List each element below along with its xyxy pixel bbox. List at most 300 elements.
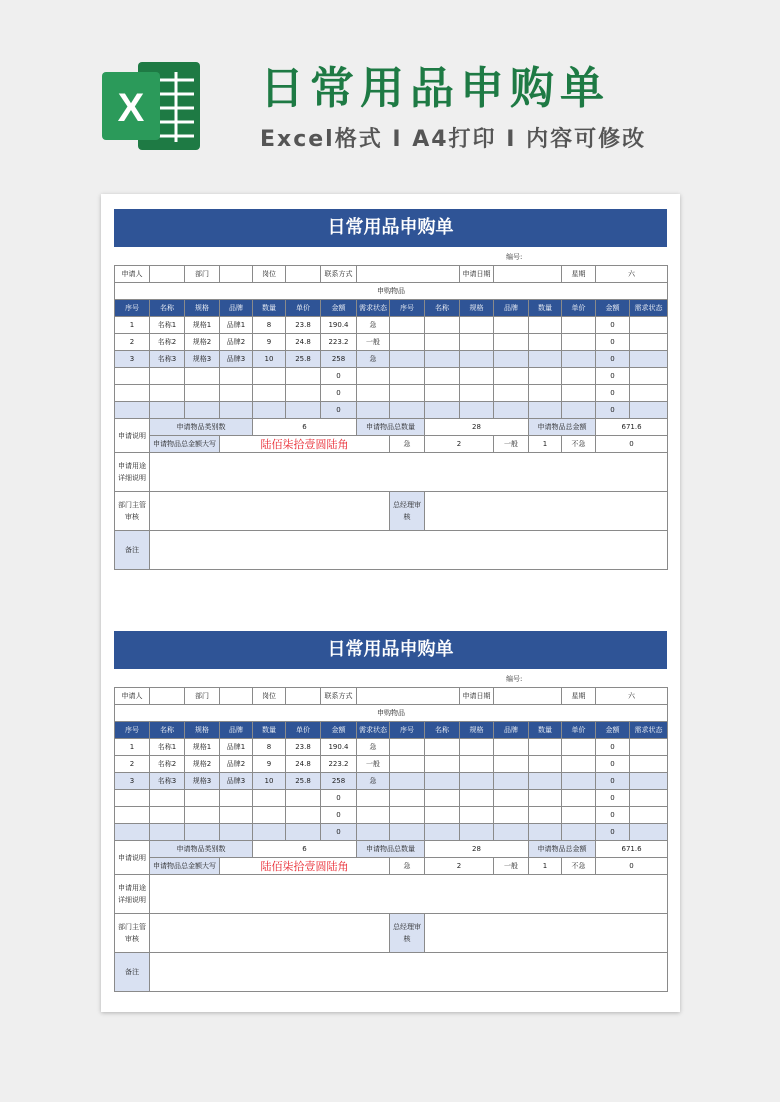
contact-value[interactable] — [357, 688, 460, 705]
table-cell[interactable] — [460, 824, 494, 841]
table-cell[interactable] — [562, 773, 596, 790]
table-cell[interactable]: 23.8 — [286, 739, 321, 756]
column-header: 序号 — [115, 300, 150, 317]
table-cell[interactable]: 急 — [357, 739, 390, 756]
table-cell[interactable] — [425, 334, 460, 351]
column-header: 序号 — [390, 722, 425, 739]
table-cell[interactable]: 0 — [596, 756, 630, 773]
table-cell[interactable]: 3 — [115, 773, 150, 790]
table-row — [115, 351, 668, 368]
table-cell[interactable] — [562, 334, 596, 351]
table-cell[interactable]: 258 — [321, 351, 357, 368]
remarks-value[interactable] — [150, 531, 668, 570]
detail-row — [115, 453, 668, 492]
column-header: 规格 — [460, 722, 494, 739]
table-cell[interactable] — [562, 317, 596, 334]
table-cell[interactable] — [390, 739, 425, 756]
table-cell[interactable]: 规格3 — [185, 773, 220, 790]
table-cell[interactable] — [390, 790, 425, 807]
table-cell[interactable] — [562, 739, 596, 756]
table-cell[interactable] — [460, 739, 494, 756]
weekday-label: 星期 — [562, 266, 596, 283]
table-cell[interactable] — [460, 790, 494, 807]
table-cell[interactable] — [425, 739, 460, 756]
detail-value[interactable] — [150, 453, 668, 492]
applicant-value[interactable] — [150, 688, 185, 705]
urgent-label: 急 — [390, 436, 425, 453]
table-cell[interactable] — [630, 334, 668, 351]
table-cell[interactable] — [390, 385, 425, 402]
table-cell[interactable] — [150, 807, 185, 824]
table-cell[interactable]: 名称2 — [150, 334, 185, 351]
table-cell[interactable] — [425, 824, 460, 841]
table-cell[interactable]: 1 — [115, 739, 150, 756]
table-cell[interactable] — [220, 385, 253, 402]
table-cell[interactable] — [425, 807, 460, 824]
number-label: 编号: — [506, 253, 523, 261]
table-cell[interactable] — [529, 368, 562, 385]
total-amount-value: 671.6 — [596, 419, 668, 436]
table-cell[interactable]: 0 — [321, 402, 357, 419]
table-cell[interactable] — [185, 824, 220, 841]
table-cell[interactable]: 一般 — [357, 334, 390, 351]
applicant-value[interactable] — [150, 266, 185, 283]
table-cell[interactable] — [390, 351, 425, 368]
table-cell[interactable] — [253, 385, 286, 402]
table-cell[interactable] — [460, 368, 494, 385]
table-cell[interactable] — [494, 351, 529, 368]
table-cell[interactable]: 名称2 — [150, 756, 185, 773]
number-label: 编号: — [506, 675, 523, 683]
department-label: 部门 — [185, 688, 220, 705]
table-cell[interactable]: 规格3 — [185, 351, 220, 368]
table-cell[interactable]: 2 — [115, 334, 150, 351]
table-cell[interactable] — [562, 351, 596, 368]
normal-label: 一般 — [494, 436, 529, 453]
table-cell[interactable] — [185, 385, 220, 402]
table-cell[interactable] — [253, 402, 286, 419]
table-cell[interactable]: 急 — [357, 317, 390, 334]
table-cell[interactable] — [425, 790, 460, 807]
column-header: 需求状态 — [630, 722, 668, 739]
urgent-label: 急 — [390, 858, 425, 875]
table-cell[interactable]: 0 — [596, 351, 630, 368]
table-cell[interactable]: 0 — [596, 402, 630, 419]
detail-label: 申请用途详细说明 — [115, 453, 150, 492]
table-cell[interactable] — [220, 807, 253, 824]
table-row — [115, 807, 668, 824]
table-cell[interactable] — [185, 790, 220, 807]
table-cell[interactable]: 0 — [321, 368, 357, 385]
table-cell[interactable]: 0 — [596, 739, 630, 756]
table-cell[interactable] — [494, 739, 529, 756]
table-cell[interactable] — [630, 790, 668, 807]
column-header: 品牌 — [494, 722, 529, 739]
table-cell[interactable] — [562, 368, 596, 385]
normal-count: 1 — [529, 436, 562, 453]
table-cell[interactable] — [529, 385, 562, 402]
summary-row-2 — [115, 858, 668, 875]
table-cell[interactable] — [494, 807, 529, 824]
table-cell[interactable]: 190.4 — [321, 739, 357, 756]
table-cell[interactable] — [357, 807, 390, 824]
table-cell[interactable]: 0 — [321, 807, 357, 824]
summary-label: 申请说明 — [115, 419, 150, 453]
remarks-row — [115, 953, 668, 992]
table-cell[interactable] — [286, 824, 321, 841]
table-cell[interactable] — [357, 368, 390, 385]
dept-review-value[interactable] — [150, 492, 390, 531]
table-cell[interactable]: 24.8 — [286, 334, 321, 351]
table-cell[interactable] — [390, 334, 425, 351]
date-value[interactable] — [494, 266, 562, 283]
table-cell[interactable]: 品牌1 — [220, 739, 253, 756]
column-header: 品牌 — [220, 722, 253, 739]
table-row — [115, 402, 668, 419]
table-cell[interactable]: 规格2 — [185, 334, 220, 351]
table-cell[interactable] — [150, 790, 185, 807]
urgent-count: 2 — [425, 436, 494, 453]
summary-row-2 — [115, 436, 668, 453]
column-header: 名称 — [425, 300, 460, 317]
total-quantity-label: 申请物品总数量 — [357, 419, 425, 436]
table-cell[interactable] — [115, 790, 150, 807]
table-cell[interactable]: 急 — [357, 351, 390, 368]
table-cell[interactable] — [494, 385, 529, 402]
table-cell[interactable] — [390, 807, 425, 824]
table-cell[interactable] — [253, 368, 286, 385]
column-header: 名称 — [150, 722, 185, 739]
table-cell[interactable] — [115, 368, 150, 385]
review-row — [115, 492, 668, 531]
table-cell[interactable]: 0 — [321, 385, 357, 402]
form-title: 日常用品申购单 — [114, 631, 667, 669]
section-row — [115, 705, 668, 722]
table-cell[interactable]: 9 — [253, 334, 286, 351]
table-cell[interactable] — [185, 807, 220, 824]
weekday-value[interactable]: 六 — [596, 688, 668, 705]
weekday-value[interactable]: 六 — [596, 266, 668, 283]
table-cell[interactable] — [425, 756, 460, 773]
table-cell[interactable] — [529, 351, 562, 368]
table-cell[interactable]: 0 — [596, 317, 630, 334]
gm-review-value[interactable] — [425, 492, 668, 531]
table-cell[interactable] — [630, 402, 668, 419]
table-cell[interactable] — [425, 385, 460, 402]
table-cell[interactable] — [357, 385, 390, 402]
table-cell[interactable]: 规格2 — [185, 756, 220, 773]
table-cell[interactable] — [460, 773, 494, 790]
table-cell[interactable] — [494, 824, 529, 841]
category-count-label: 申请物品类别数 — [150, 841, 253, 858]
table-cell[interactable] — [390, 773, 425, 790]
info-row — [115, 266, 668, 283]
position-value[interactable] — [286, 266, 321, 283]
table-cell[interactable] — [220, 790, 253, 807]
table-cell[interactable] — [185, 402, 220, 419]
table-cell[interactable] — [460, 402, 494, 419]
table-cell[interactable] — [562, 385, 596, 402]
table-cell[interactable] — [460, 807, 494, 824]
table-cell[interactable] — [529, 790, 562, 807]
table-cell[interactable]: 品牌2 — [220, 334, 253, 351]
table-cell[interactable] — [425, 402, 460, 419]
date-label: 申请日期 — [460, 688, 494, 705]
position-value[interactable] — [286, 688, 321, 705]
column-header: 单价 — [286, 722, 321, 739]
table-cell[interactable]: 190.4 — [321, 317, 357, 334]
column-header: 序号 — [390, 300, 425, 317]
table-cell[interactable]: 8 — [253, 317, 286, 334]
table-cell[interactable] — [150, 402, 185, 419]
page-subtitle: Excel格式 I A4打印 I 内容可修改 — [260, 127, 647, 152]
position-label: 岗位 — [253, 266, 286, 283]
table-cell[interactable] — [494, 773, 529, 790]
table-cell[interactable] — [529, 807, 562, 824]
table-cell[interactable] — [390, 824, 425, 841]
column-header: 需求状态 — [357, 300, 390, 317]
table-cell[interactable] — [460, 756, 494, 773]
table-cell[interactable] — [390, 317, 425, 334]
table-cell[interactable]: 25.8 — [286, 351, 321, 368]
table-cell[interactable] — [357, 790, 390, 807]
column-header: 金额 — [321, 300, 357, 317]
table-cell[interactable] — [357, 824, 390, 841]
table-cell[interactable] — [630, 317, 668, 334]
table-cell[interactable] — [562, 807, 596, 824]
table-cell[interactable]: 0 — [596, 790, 630, 807]
department-value[interactable] — [220, 688, 253, 705]
table-cell[interactable] — [150, 824, 185, 841]
gm-review-label: 总经理审核 — [390, 914, 425, 953]
table-cell[interactable] — [253, 807, 286, 824]
table-cell[interactable] — [562, 756, 596, 773]
table-cell[interactable] — [357, 402, 390, 419]
table-cell[interactable]: 0 — [596, 807, 630, 824]
table-cell[interactable] — [286, 402, 321, 419]
table-cell[interactable] — [529, 402, 562, 419]
summary-row-1 — [115, 841, 668, 858]
category-count-value: 6 — [253, 419, 357, 436]
table-cell[interactable]: 9 — [253, 756, 286, 773]
table-cell[interactable]: 10 — [253, 773, 286, 790]
not-urgent-count: 0 — [596, 858, 668, 875]
table-cell[interactable]: 一般 — [357, 756, 390, 773]
table-cell[interactable] — [185, 368, 220, 385]
table-cell[interactable] — [220, 368, 253, 385]
table-cell[interactable]: 品牌3 — [220, 351, 253, 368]
section-row — [115, 283, 668, 300]
table-cell[interactable] — [425, 351, 460, 368]
table-cell[interactable]: 0 — [321, 790, 357, 807]
table-cell[interactable] — [115, 824, 150, 841]
table-cell[interactable] — [425, 368, 460, 385]
excel-logo-icon — [100, 58, 202, 154]
table-cell[interactable] — [529, 334, 562, 351]
table-cell[interactable]: 名称3 — [150, 351, 185, 368]
table-cell[interactable] — [286, 385, 321, 402]
table-cell[interactable]: 223.2 — [321, 334, 357, 351]
normal-count: 1 — [529, 858, 562, 875]
column-header: 品牌 — [220, 300, 253, 317]
table-cell[interactable] — [150, 385, 185, 402]
amount-chinese-value: 陆佰柒拾壹圆陆角 — [220, 858, 390, 875]
table-cell[interactable]: 0 — [596, 385, 630, 402]
section-label: 申购物品 — [115, 705, 668, 722]
page-header — [0, 0, 780, 185]
category-count-value: 6 — [253, 841, 357, 858]
table-cell[interactable]: 名称3 — [150, 773, 185, 790]
table-cell[interactable]: 8 — [253, 739, 286, 756]
table-cell[interactable]: 1 — [115, 317, 150, 334]
logo-letter: X — [117, 86, 145, 130]
column-header-row — [115, 300, 668, 317]
table-cell[interactable] — [630, 368, 668, 385]
dept-review-label: 部门主管审核 — [115, 492, 150, 531]
table-cell[interactable]: 名称1 — [150, 317, 185, 334]
column-header: 数量 — [529, 722, 562, 739]
table-cell[interactable] — [630, 385, 668, 402]
number-line — [114, 669, 667, 687]
table-row — [115, 756, 668, 773]
column-header: 名称 — [425, 722, 460, 739]
dept-review-label: 部门主管审核 — [115, 914, 150, 953]
detail-value[interactable] — [150, 875, 668, 914]
table-cell[interactable]: 0 — [596, 773, 630, 790]
table-cell[interactable]: 258 — [321, 773, 357, 790]
table-cell[interactable] — [630, 739, 668, 756]
table-cell[interactable] — [460, 385, 494, 402]
table-cell[interactable] — [494, 317, 529, 334]
remarks-label: 备注 — [115, 531, 150, 570]
table-cell[interactable]: 24.8 — [286, 756, 321, 773]
table-cell[interactable] — [562, 790, 596, 807]
contact-value[interactable] — [357, 266, 460, 283]
paper-sheet — [101, 194, 680, 1012]
table-cell[interactable] — [529, 739, 562, 756]
table-cell[interactable] — [630, 773, 668, 790]
table-cell[interactable] — [529, 824, 562, 841]
column-header: 需求状态 — [357, 722, 390, 739]
purchase-form-1 — [114, 209, 667, 570]
table-cell[interactable] — [460, 317, 494, 334]
table-cell[interactable] — [286, 368, 321, 385]
table-cell[interactable] — [425, 317, 460, 334]
table-cell[interactable]: 名称1 — [150, 739, 185, 756]
table-cell[interactable]: 25.8 — [286, 773, 321, 790]
table-cell[interactable] — [220, 402, 253, 419]
urgent-count: 2 — [425, 858, 494, 875]
table-cell[interactable]: 0 — [321, 824, 357, 841]
table-cell[interactable] — [630, 351, 668, 368]
table-cell[interactable]: 0 — [596, 824, 630, 841]
table-cell[interactable] — [494, 756, 529, 773]
table-cell[interactable] — [150, 368, 185, 385]
dept-review-value[interactable] — [150, 914, 390, 953]
table-cell[interactable] — [425, 773, 460, 790]
table-cell[interactable] — [562, 402, 596, 419]
table-cell[interactable]: 品牌2 — [220, 756, 253, 773]
table-row — [115, 385, 668, 402]
table-cell[interactable]: 规格1 — [185, 739, 220, 756]
table-cell[interactable] — [494, 368, 529, 385]
table-cell[interactable] — [286, 807, 321, 824]
table-cell[interactable]: 223.2 — [321, 756, 357, 773]
table-cell[interactable] — [630, 807, 668, 824]
table-cell[interactable] — [529, 773, 562, 790]
department-value[interactable] — [220, 266, 253, 283]
table-cell[interactable]: 3 — [115, 351, 150, 368]
table-cell[interactable] — [390, 756, 425, 773]
table-cell[interactable]: 0 — [596, 368, 630, 385]
table-cell[interactable] — [529, 756, 562, 773]
amount-chinese-value: 陆佰柒拾壹圆陆角 — [220, 436, 390, 453]
not-urgent-label: 不急 — [562, 436, 596, 453]
table-cell[interactable] — [562, 824, 596, 841]
category-count-label: 申请物品类别数 — [150, 419, 253, 436]
remarks-label: 备注 — [115, 953, 150, 992]
date-value[interactable] — [494, 688, 562, 705]
table-cell[interactable]: 23.8 — [286, 317, 321, 334]
table-cell[interactable] — [286, 790, 321, 807]
detail-row — [115, 875, 668, 914]
total-amount-label: 申请物品总金额 — [529, 841, 596, 858]
table-cell[interactable]: 2 — [115, 756, 150, 773]
table-cell[interactable]: 0 — [596, 334, 630, 351]
column-header: 需求状态 — [630, 300, 668, 317]
applicant-label: 申请人 — [115, 688, 150, 705]
purchase-form-2 — [114, 631, 667, 992]
date-label: 申请日期 — [460, 266, 494, 283]
table-cell[interactable] — [253, 824, 286, 841]
table-cell[interactable] — [390, 368, 425, 385]
total-quantity-value: 28 — [425, 419, 529, 436]
table-cell[interactable] — [253, 790, 286, 807]
number-line — [114, 247, 667, 265]
table-cell[interactable] — [494, 790, 529, 807]
table-cell[interactable] — [630, 824, 668, 841]
table-cell[interactable] — [220, 824, 253, 841]
remarks-value[interactable] — [150, 953, 668, 992]
table-cell[interactable] — [460, 351, 494, 368]
table-cell[interactable] — [115, 385, 150, 402]
column-header: 规格 — [460, 300, 494, 317]
table-cell[interactable] — [494, 334, 529, 351]
table-cell[interactable] — [115, 402, 150, 419]
table-cell[interactable] — [390, 402, 425, 419]
table-cell[interactable]: 急 — [357, 773, 390, 790]
table-cell[interactable] — [494, 402, 529, 419]
table-cell[interactable]: 品牌3 — [220, 773, 253, 790]
gm-review-value[interactable] — [425, 914, 668, 953]
table-cell[interactable]: 规格1 — [185, 317, 220, 334]
form-table — [114, 687, 668, 992]
table-cell[interactable] — [115, 807, 150, 824]
contact-label: 联系方式 — [321, 266, 357, 283]
table-cell[interactable]: 品牌1 — [220, 317, 253, 334]
table-cell[interactable] — [630, 756, 668, 773]
table-row — [115, 739, 668, 756]
column-header: 数量 — [253, 300, 286, 317]
form-table — [114, 265, 668, 570]
remarks-row — [115, 531, 668, 570]
total-quantity-label: 申请物品总数量 — [357, 841, 425, 858]
page-title: 日常用品申购单 — [260, 63, 610, 114]
table-cell[interactable] — [529, 317, 562, 334]
table-cell[interactable]: 10 — [253, 351, 286, 368]
table-cell[interactable] — [460, 334, 494, 351]
total-amount-label: 申请物品总金额 — [529, 419, 596, 436]
